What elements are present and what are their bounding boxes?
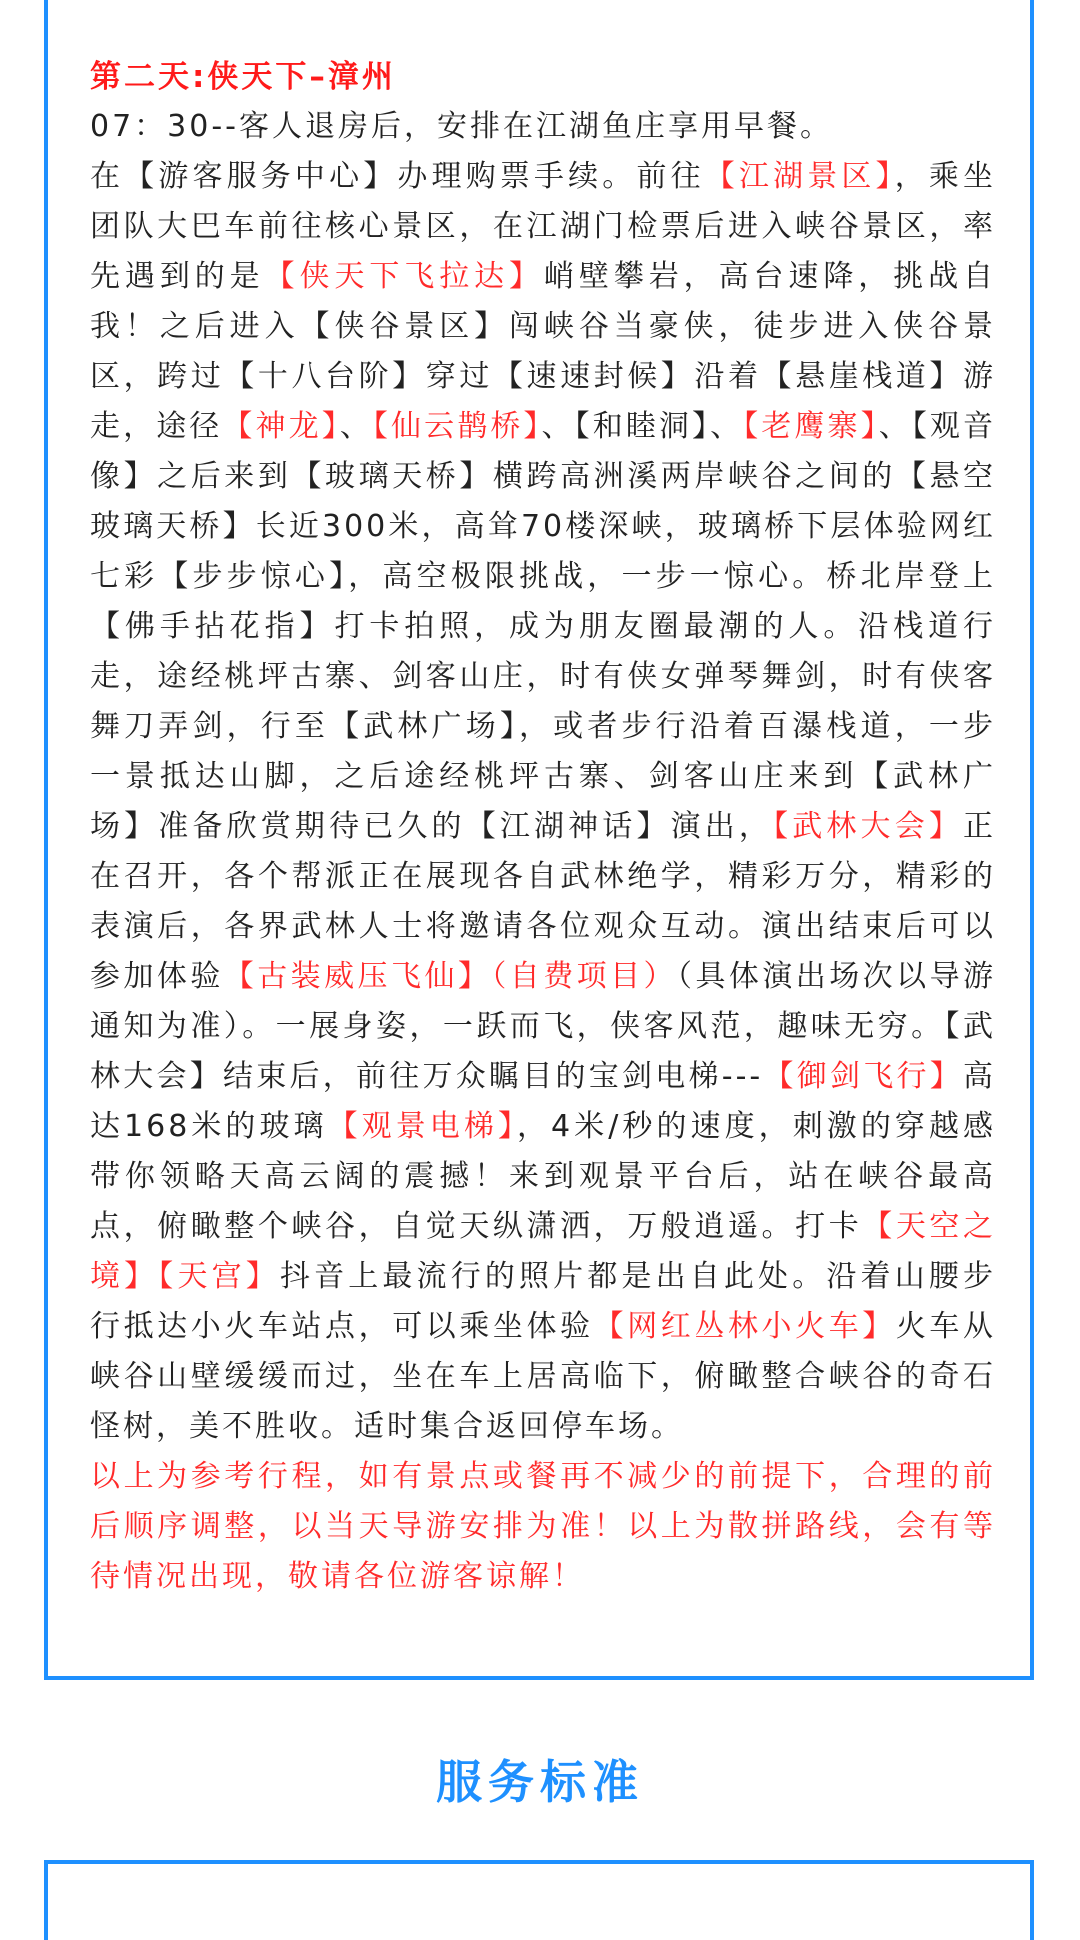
service-standard-card	[44, 1860, 1034, 1940]
highlight-text: 【江湖景区】	[704, 159, 895, 194]
highlight-text: 【侠天下飞拉达】	[264, 259, 544, 294]
body-text: 抖音上最流行的照片都是出自此处。沿着山腰步行抵达小火车站点，可以乘坐体验	[90, 1259, 997, 1344]
section-title: 服务标准	[436, 1755, 644, 1809]
body-text: 、【观音像】之后来到【玻璃天桥】横跨高洲溪两岸峡谷之间的【悬空玻璃天桥】长近300米，高耸70楼深峡，玻璃桥下层体验网红七彩【步步惊心】，高空极限挑战，一步一惊心。桥北岸登上【佛手拈花指】打卡拍照，成为朋友圈最潮的人。沿栈道行走，途经桃坪古寨、剑客山庄，时有侠女弹琴舞剑，时有侠客舞刀弄剑，行至【武林广场】，或者步行沿着百瀑栈道，一步一景抵达山脚，之后途经桃坪古寨、剑客山庄来到【武林广场】准备欣赏期待已久的【江湖神话】演出，	[90, 409, 997, 844]
body-text: 高达168米的玻璃	[90, 1059, 997, 1144]
highlight-text: 【网红丛林小火车】	[593, 1309, 896, 1344]
highlight-text: 【观景电梯】	[327, 1109, 517, 1144]
day-title: 第二天:侠天下–漳州	[90, 59, 396, 95]
highlight-text: 【老鹰寨】	[743, 409, 879, 444]
highlight-text: 【古装威压飞仙】（自费项目）	[223, 959, 678, 994]
itinerary-description	[90, 152, 996, 1452]
body-text: 、【和睦洞】、	[541, 409, 744, 444]
body-text: ，乘坐团队大巴车前往核心景区，在江湖门检票后进入峡谷景区，率先遇到的是	[90, 159, 997, 294]
highlight-text: 【武林大会】	[773, 809, 964, 844]
body-text: 在【游客服务中心】办理购票手续。前往	[90, 159, 705, 194]
highlight-text: 【仙云鹊桥】	[372, 409, 542, 444]
body-text: ，4米/秒的速度，刺激的穿越感带你领略天高云阔的震撼！来到观景平台后，站在峡谷最高点，俯瞰整个峡谷，自觉天纵潇洒，万般逍遥。打卡	[90, 1109, 997, 1244]
body-text: 火车从峡谷山壁缓缓而过，坐在车上居高临下，俯瞰整合峡谷的奇石怪树，美不胜收。适时集合返回停车场。	[90, 1309, 997, 1444]
body-text: 峭壁攀岩，高台速降，挑战自我！之后进入【侠谷景区】闯峡谷当豪侠，徒步进入侠谷景区，跨过【十八台阶】穿过【速速封候】沿着【悬崖栈道】游走，途径	[90, 259, 997, 444]
highlight-text: 【天空之境】【天宫】	[90, 1209, 997, 1294]
body-text: 正在召开，各个帮派正在展现各自武林绝学，精彩万分，精彩的表演后，各界武林人士将邀请各位观众互动。演出结束后可以参加体验	[90, 809, 997, 994]
body-text: 、	[339, 409, 373, 444]
body-text: （具体演出场次以导游通知为准）。一展身姿，一跃而飞，侠客风范，趣味无穷。【武林大会】结束后，前往万众瞩目的宝剑电梯---	[90, 959, 997, 1094]
itinerary-content	[90, 52, 996, 1602]
highlight-text: 【御剑飞行】	[763, 1059, 964, 1094]
highlight-text: 【神龙】	[222, 409, 340, 444]
time-line: 07：30--客人退房后，安排在江湖鱼庄享用早餐。	[90, 109, 833, 144]
notice-text: 以上为参考行程，如有景点或餐再不减少的前提下，合理的前后顺序调整，以当天导游安排为准！以上为散拼路线，会有等待情况出现，敬请各位游客谅解！	[90, 1459, 996, 1594]
